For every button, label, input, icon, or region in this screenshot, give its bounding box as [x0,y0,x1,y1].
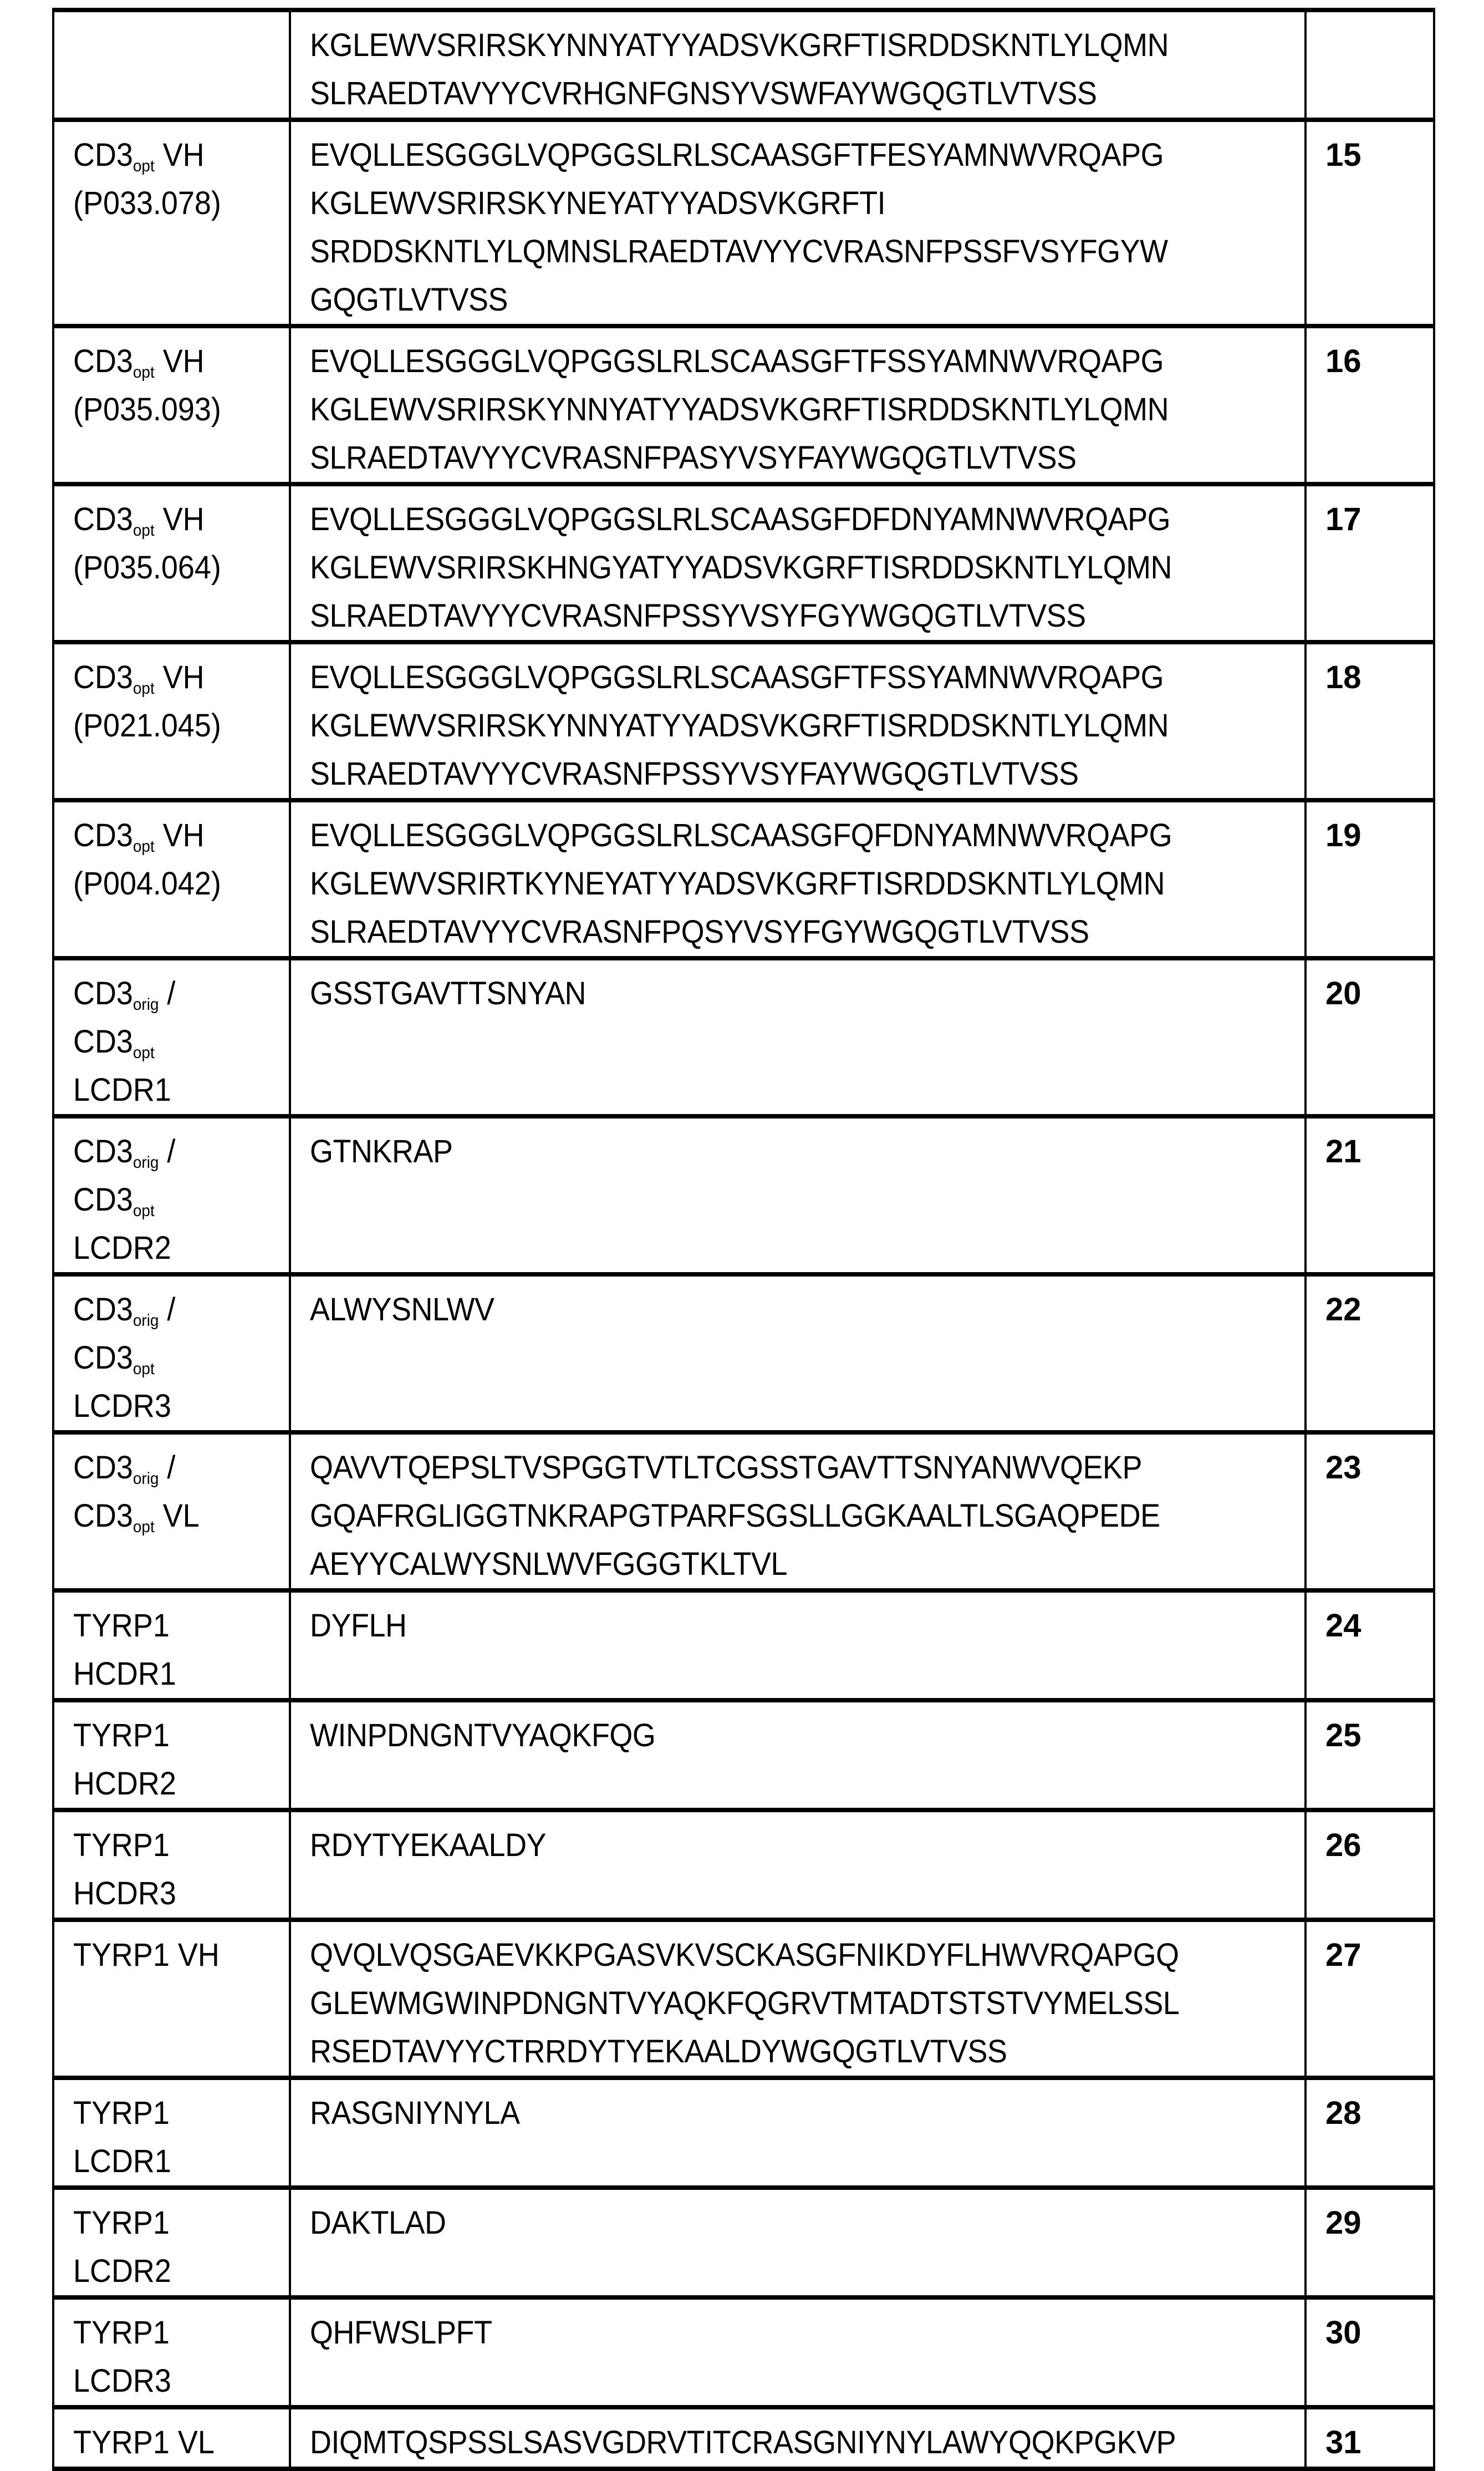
sequence-line: WINPDNGNTVYAQKFQG [310,1717,656,1753]
description-line [73,1066,274,1114]
description-line [73,2247,274,2295]
description-line [73,1760,274,1808]
sequence-cell [290,1810,1305,1920]
seq-id-number: 28 [1325,2095,1361,2131]
sequence-line: ALWYSNLWV [310,1292,494,1328]
description-text: (P021.045) [73,708,221,744]
table-row [53,2407,1434,2469]
description-text: CD3 [73,1450,133,1486]
seq-id-cell [1305,1920,1434,2078]
description-line [73,2418,274,2467]
description-line [73,1650,274,1698]
description-cell [53,2407,290,2469]
description-subscript: opt [132,1202,155,1220]
sequence-line: EVQLLESGGGLVQPGGSLRLSCAASGFTFESYAMNWVRQAPG [310,137,1164,173]
description-text: CD3 [73,659,133,695]
seq-id-cell [1305,958,1434,1116]
sequence-cell [290,1920,1305,2078]
description-line [73,2357,274,2405]
sequence-line: RASGNIYNYLA [310,2095,520,2131]
description-line [73,179,274,227]
description-cell [53,1274,290,1432]
seq-id-cell [1305,1116,1434,1274]
seq-id-cell [1305,642,1434,800]
table-row [53,1920,1434,2078]
seq-id-cell [1305,1274,1434,1432]
seq-id-cell [1305,2407,1434,2469]
sequence-line: AEYYCALWYSNLWVFGGGTKLTVL [310,1546,788,1582]
seq-id-cell [1305,2297,1434,2407]
description-line [73,653,274,701]
seq-id-cell [1305,1700,1434,1810]
table-row [53,2188,1434,2297]
table-row [53,326,1434,484]
description-text: TYRP1 [73,2205,170,2241]
description-cell [53,2297,290,2407]
description-line [73,1224,274,1272]
description-line [73,1601,274,1650]
description-text: (P004.042) [73,866,221,902]
table-row [53,642,1434,800]
description-subscript: orig [132,1311,159,1330]
description-text: LCDR3 [73,1388,171,1424]
sequence-line: SLRAEDTAVYYCVRASNFPSSYVSYFGYWGQGTLVTVSS [310,598,1086,634]
description-cell [53,642,290,800]
sequence-cell [290,1116,1305,1274]
description-cell [53,2078,290,2188]
sequence-line: EVQLLESGGGLVQPGGSLRLSCAASGFQFDNYAMNWVRQAPG [310,817,1172,853]
sequence-line: GSSTGAVTTSNYAN [310,975,587,1011]
description-text: TYRP1 [73,1608,170,1644]
sequence-line: RDYTYEKAALDY [310,1827,547,1863]
description-subscript: opt [132,157,155,175]
sequence-line: EVQLLESGGGLVQPGGSLRLSCAASGFTFSSYAMNWVRQAPG [310,659,1164,695]
description-line [73,1931,274,1979]
description-suffix: VH [154,343,205,379]
sequence-cell [290,1432,1305,1590]
seq-id-number: 23 [1325,1450,1361,1486]
table-row [53,958,1434,1116]
sequence-cell [290,1590,1305,1700]
table-row [53,2297,1434,2407]
seq-id-cell [1305,10,1434,120]
seq-id-number: 26 [1325,1827,1361,1863]
table-row [53,10,1434,120]
description-text: CD3 [73,343,133,379]
description-cell [53,1810,290,1920]
sequence-line: QAVVTQEPSLTVSPGGTVTLTCGSSTGAVTTSNYANWVQEKP [310,1450,1143,1486]
description-line [73,811,274,860]
description-text: LCDR3 [73,2363,171,2399]
description-suffix: VH [154,817,205,853]
sequence-line: EVQLLESGGGLVQPGGSLRLSCAASGFDFDNYAMNWVRQAPG [310,501,1171,537]
description-subscript: opt [132,363,155,382]
sequence-line: GLEWMGWINPDNGNTVYAQKFQGRVTMTADTSTSTVYMELSSL [310,1985,1180,2021]
seq-id-number: 18 [1325,659,1361,695]
description-text: CD3 [73,1133,133,1170]
sequence-table [52,8,1435,2471]
sequence-cell [290,2407,1305,2469]
description-line [73,2309,274,2357]
seq-id-cell [1305,120,1434,326]
description-suffix: / [159,1133,176,1170]
table-row [53,1590,1434,1700]
seq-id-number: 19 [1325,817,1361,853]
seq-id-cell [1305,800,1434,958]
sequence-line: GTNKRAP [310,1133,453,1170]
description-text: CD3 [73,1498,133,1534]
seq-id-number: 30 [1325,2315,1361,2351]
sequence-line: DIQMTQSPSSLSASVGDRVTITCRASGNIYNYLAWYQQKPGKVP [310,2424,1176,2460]
description-text: CD3 [73,501,133,537]
description-line [73,337,274,385]
description-line [73,1443,274,1492]
seq-id-cell [1305,1432,1434,1590]
description-cell [53,2188,290,2297]
description-subscript: opt [132,521,155,540]
description-subscript: orig [132,1153,159,1172]
description-line [73,1285,274,1334]
table-row [53,1116,1434,1274]
seq-id-cell [1305,1810,1434,1920]
sequence-line: KGLEWVSRIRSKYNNYATYYADSVKGRFTISRDDSKNTLYLQMN [310,708,1169,744]
sequence-cell [290,1274,1305,1432]
description-cell [53,1590,290,1700]
seq-id-number: 21 [1325,1133,1361,1170]
description-suffix: / [159,1450,176,1486]
description-suffix: / [159,1292,176,1328]
seq-id-number: 25 [1325,1717,1361,1753]
seq-id-number: 15 [1325,137,1361,173]
seq-id-number: 27 [1325,1937,1361,1973]
description-text: CD3 [73,137,133,173]
sequence-line: KGLEWVSRIRSKHNGYATYYADSVKGRFTISRDDSKNTLYLQMN [310,550,1172,586]
seq-id-number: 22 [1325,1292,1361,1328]
description-line [73,1127,274,1176]
description-text: CD3 [73,1182,133,1218]
description-text: HCDR2 [73,1766,176,1802]
description-cell [53,484,290,642]
description-subscript: opt [132,1518,155,1536]
description-text: TYRP1 [73,2315,170,2351]
sequence-line: EVQLLESGGGLVQPGGSLRLSCAASGFTFSSYAMNWVRQAPG [310,343,1164,379]
sequence-line: SLRAEDTAVYYCVRASNFPASYVSYFAYWGQGTLVTVSS [310,440,1077,476]
table-row [53,484,1434,642]
seq-id-number: 31 [1325,2424,1361,2460]
seq-id-cell [1305,1590,1434,1700]
description-cell [53,800,290,958]
description-line [73,1334,274,1382]
description-text: TYRP1 [73,1827,170,1863]
description-cell [53,958,290,1116]
description-line [73,1821,274,1869]
sequence-line: KGLEWVSRIRSKYNEYATYYADSVKGRFTI [310,185,886,221]
description-text: TYRP1 [73,2095,170,2131]
sequence-line: SLRAEDTAVYYCVRASNFPSSYVSYFAYWGQGTLVTVSS [310,756,1079,792]
description-text: LCDR2 [73,2253,171,2289]
description-suffix: / [159,975,176,1011]
seq-id-number: 17 [1325,501,1361,537]
description-cell [53,10,290,120]
seq-id-number: 29 [1325,2205,1361,2241]
description-line [73,1176,274,1224]
sequence-cell [290,2188,1305,2297]
sequence-cell [290,2078,1305,2188]
description-text: (P035.093) [73,392,221,428]
description-text: CD3 [73,975,133,1011]
table-row [53,1274,1434,1432]
description-suffix: VH [154,137,205,173]
description-cell [53,1920,290,2078]
description-text: CD3 [73,1340,133,1376]
sequence-cell [290,2297,1305,2407]
description-subscript: opt [132,1360,155,1378]
sequence-line: DAKTLAD [310,2205,446,2241]
sequence-line: SLRAEDTAVYYCVRASNFPQSYVSYFGYWGQGTLVTVSS [310,914,1089,950]
description-text: TYRP1 VH [73,1937,220,1973]
sequence-cell [290,958,1305,1116]
description-text: CD3 [73,817,133,853]
sequence-line: RSEDTAVYYCTRRDYTYEKAALDYWGQGTLVTVSS [310,2033,1007,2070]
seq-id-cell [1305,2188,1434,2297]
description-text: HCDR1 [73,1656,176,1692]
sequence-line: SLRAEDTAVYYCVRHGNFGNSYVSWFAYWGQGTLVTVSS [310,75,1097,111]
description-suffix: VL [154,1498,200,1534]
sequence-line: KGLEWVSRIRSKYNNYATYYADSVKGRFTISRDDSKNTLYLQMN [310,392,1169,428]
description-line [73,131,274,179]
description-subscript: opt [132,1044,155,1062]
description-line [73,495,274,543]
description-line [73,385,274,434]
description-line [73,1711,274,1760]
description-text: LCDR1 [73,2143,171,2179]
description-line [73,543,274,592]
description-text: (P035.064) [73,550,221,586]
seq-id-cell [1305,2078,1434,2188]
description-text: LCDR2 [73,1230,171,1266]
description-cell [53,326,290,484]
description-suffix: VH [154,659,205,695]
description-subscript: opt [132,837,155,856]
sequence-line: QVQLVQSGAEVKKPGASVKVSCKASGFNIKDYFLHWVRQAPGQ [310,1937,1179,1973]
sequence-cell [290,1700,1305,1810]
description-subscript: opt [132,679,155,698]
table-row [53,1700,1434,1810]
description-line [73,969,274,1018]
description-text: LCDR1 [73,1072,171,1108]
description-text: HCDR3 [73,1875,176,1911]
table-row [53,800,1434,958]
description-line [73,2089,274,2137]
table-row [53,2078,1434,2188]
description-line [73,1869,274,1918]
sequence-line: GQGTLVTVSS [310,282,508,318]
sequence-line: SRDDSKNTLYLQMNSLRAEDTAVYYCVRASNFPSSFVSYFGYW [310,233,1168,270]
description-text: TYRP1 [73,1717,170,1753]
sequence-line: KGLEWVSRIRSKYNNYATYYADSVKGRFTISRDDSKNTLYLQMN [310,27,1169,63]
description-subscript: orig [132,995,159,1014]
description-text: CD3 [73,1024,133,1060]
seq-id-number: 16 [1325,343,1361,379]
description-cell [53,120,290,326]
sequence-cell [290,484,1305,642]
table-row [53,120,1434,326]
sequence-line: KGLEWVSRIRTKYNEYATYYADSVKGRFTISRDDSKNTLYLQMN [310,866,1165,902]
description-text: TYRP1 VL [73,2424,215,2460]
sequence-cell [290,800,1305,958]
description-line [73,2199,274,2247]
description-cell [53,1116,290,1274]
description-line [73,701,274,750]
description-suffix: VH [154,501,205,537]
sequence-line: GQAFRGLIGGTNKRAPGTPARFSGSLLGGKAALTLSGAQPEDE [310,1498,1160,1534]
description-line [73,1492,274,1540]
description-cell [53,1700,290,1810]
sequence-cell [290,120,1305,326]
sequence-table-body [53,10,1434,2469]
seq-id-cell [1305,326,1434,484]
description-line [73,1382,274,1430]
sequence-line: QHFWSLPFT [310,2315,492,2351]
description-line [73,860,274,908]
table-row [53,1432,1434,1590]
sequence-cell [290,326,1305,484]
description-cell [53,1432,290,1590]
description-text: CD3 [73,1292,133,1328]
description-text: (P033.078) [73,185,221,221]
sequence-cell [290,642,1305,800]
sequence-cell [290,10,1305,120]
sequence-line: DYFLH [310,1608,407,1644]
description-line [73,1018,274,1066]
description-line [73,2137,274,2185]
seq-id-number: 20 [1325,975,1361,1011]
seq-id-number: 24 [1325,1608,1361,1644]
seq-id-cell [1305,484,1434,642]
table-row [53,1810,1434,1920]
description-subscript: orig [132,1470,159,1488]
